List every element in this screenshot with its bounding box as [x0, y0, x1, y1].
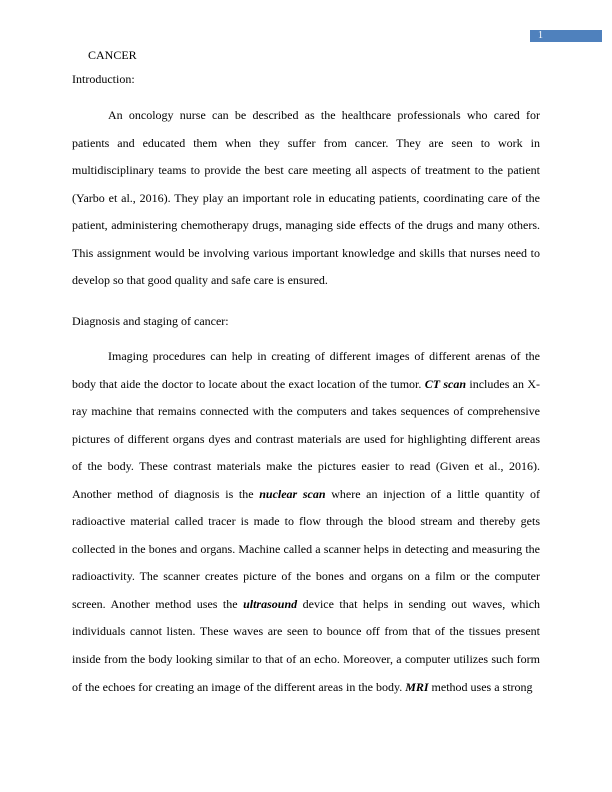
mri-term: MRI — [405, 679, 429, 694]
text-run: includes an X-ray machine that remains connected with the computers and takes sequences of comprehensive pictures of different organs dyes and contrast materials are used for highlighting different areas of the body. These contrast materials make the pictures easier to read (Given et al., 2016). Another method of diagnosis is the — [72, 376, 540, 501]
nuclear-scan-term: nuclear scan — [259, 486, 326, 501]
text-run: method uses a strong — [431, 679, 533, 694]
running-head: CANCER — [88, 48, 137, 62]
diagnosis-heading: Diagnosis and staging of cancer: — [72, 314, 229, 328]
intro-heading: Introduction: — [72, 72, 135, 86]
text-run: device that helps in sending out waves, which individuals cannot listen. These waves are seen to bounce off from that of the tissues present inside from the body looking similar to that of an echo. Moreover, a computer utilizes such form of the echoes for creating an image of the different areas in the body. — [72, 596, 541, 694]
page-number: 1 — [530, 30, 602, 42]
diagnosis-paragraph — [72, 343, 540, 701]
text-run: where an injection of a little quantity of radioactive material called tracer is made to flow through the blood stream and thereby gets collected in the bones and organs. Machine called a scanner helps in detecting and measuring the radioactivity. The scanner creates picture of the bones and organs on a film or the computer screen. Another method uses the — [72, 486, 541, 611]
ultrasound-term: ultrasound — [243, 596, 298, 611]
text-run: Imaging procedures can help in creating of different images of different arenas of the body that aide the doctor to locate about the exact location of the tumor. — [72, 349, 540, 391]
intro-paragraph: An oncology nurse can be described as the healthcare professionals who cared for patients and educated them when they suffer from cancer. They are seen to work in multidisciplinary teams to provide the best care meeting all aspects of treatment to the patient (Yarbo et al., 2016). They play an important role in educating patients, coordinating care of the patient, administering chemotherapy drugs, managing side effects of the drugs and many others. This assignment would be involving various important knowledge and skills that nurses need to develop so that good quality and safe care is ensured. — [72, 108, 540, 288]
ct-scan-term: CT scan — [424, 376, 467, 391]
